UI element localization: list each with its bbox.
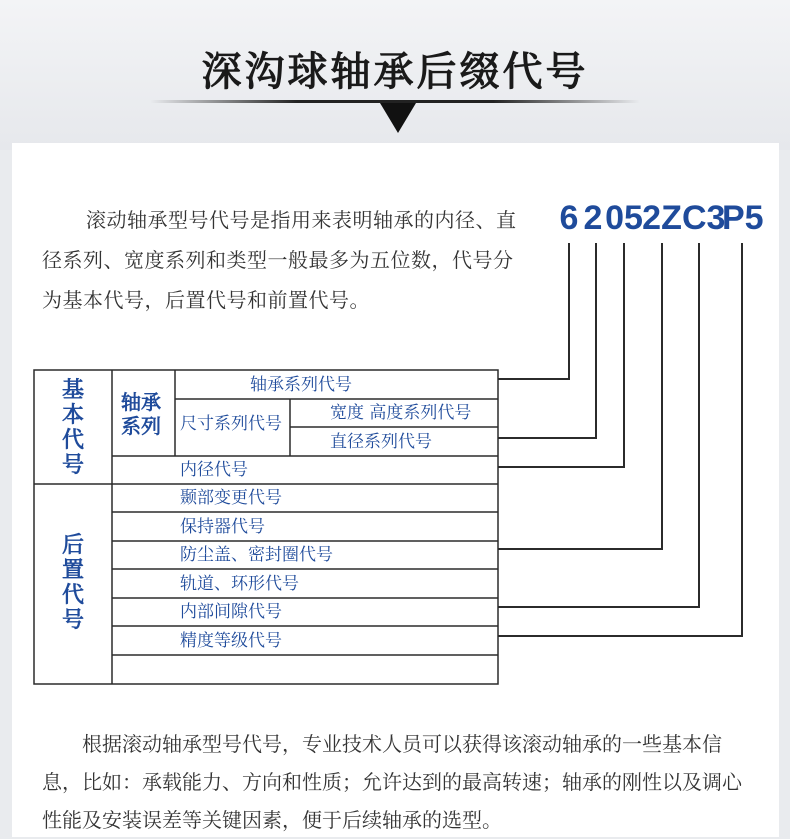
closing-paragraph: [42, 725, 742, 839]
connector-clearance: [498, 243, 699, 607]
connector-bore: [498, 243, 624, 467]
suffix-row: 轨道、环形代号: [180, 574, 299, 594]
connector-lines: [498, 243, 742, 636]
connector-precision: [498, 243, 742, 636]
intro-text: 滚动轴承型号代号是指用来表明轴承的内径、直径系列、宽度系列和类型一般最多为五位数，代号分为基本代号，后置代号和前置代号。: [42, 208, 517, 312]
bore-code-cell: 内径代号: [180, 460, 248, 480]
code-part-series-type: 6: [559, 199, 579, 237]
suffix-row: 颞部变更代号: [180, 488, 282, 508]
closing-text: 根据滚动轴承型号代号，专业技术人员可以获得该滚动轴承的一些基本信息，比如：承载能力、方向和性质；允许达到的最高转速；轴承的刚性以及调心性能及安装误差等关键因素，便于后续轴承的选型。: [42, 732, 742, 832]
code-part-precision: P5: [722, 199, 764, 237]
code-part-clearance: C3: [682, 199, 726, 237]
connector-diameter: [498, 243, 596, 438]
code-part-diameter: 2: [583, 199, 603, 237]
page-title: 深沟球轴承后缀代号: [201, 49, 589, 95]
suffix-row: 保持器代号: [180, 517, 265, 537]
suffix-row: 精度等级代号: [180, 631, 282, 651]
width-height-series-cell: 宽度 高度系列代号: [330, 403, 472, 423]
size-series-code-cell: 尺寸系列代号: [180, 414, 282, 434]
code-part-seal: 2Z: [642, 199, 682, 237]
suffix-row: 内部间隙代号: [180, 602, 282, 622]
diameter-series-cell: 直径系列代号: [330, 432, 432, 452]
suffix-row: 防尘盖、密封圈代号: [180, 545, 333, 565]
code-part-bore: 05: [605, 199, 643, 237]
connector-seal: [498, 243, 662, 549]
suffix-code-label: 后置代号: [61, 533, 84, 633]
basic-code-label: 基本代号: [61, 378, 84, 478]
connector-series: [498, 243, 569, 379]
bearing-series-code-cell: 轴承系列代号: [250, 375, 352, 395]
bearing-series-label: 轴承系列: [121, 390, 161, 438]
